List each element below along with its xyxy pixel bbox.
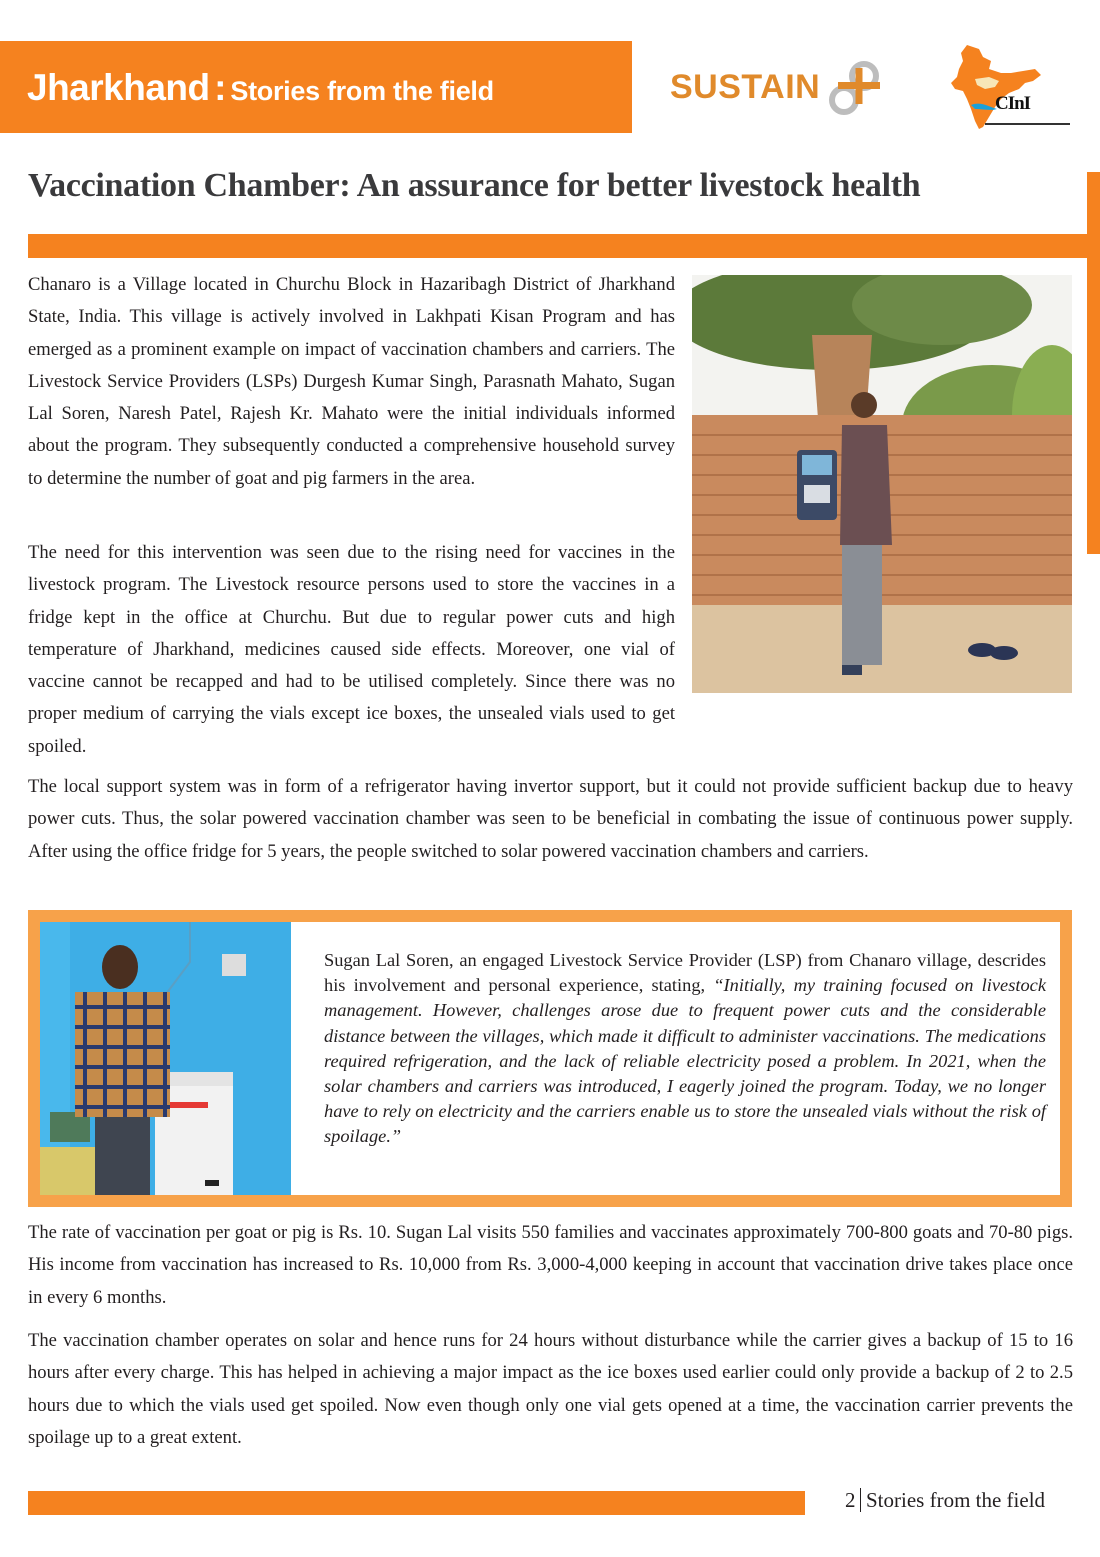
page-title: Vaccination Chamber: An assurance for better livestock health xyxy=(28,167,921,204)
testimonial-box xyxy=(28,910,1072,1207)
photo-sugan-lal-soren xyxy=(40,922,291,1195)
body-paragraph: Chanaro is a Village located in Churchu Block in Hazaribagh District of Jharkhand State, India. This village is actively involved in Lakhpati Kisan Program and has emerged as a prominent example on impact of vaccination chambers and carriers. The Livestock Service Providers (LSPs) Durgesh Kumar Singh, Parasnath Mahato, Sugan Lal Soren, Naresh Patel, Rajesh Kr. Mahato were the initial individuals informed about the program. They subsequently conducted a comprehensive household survey to determine the number of goat and pig farmers in the area. xyxy=(28,274,675,489)
field-photo-illustration xyxy=(692,275,1072,693)
footer-accent-bar xyxy=(28,1491,805,1515)
footer-divider xyxy=(860,1488,862,1512)
body-paragraph: The vaccination chamber operates on solar and hence runs for 24 hours without disturbance while the carrier gives a backup of 15 to 16 hours after every charge. This has helped in achieving a major impact as the ice boxes used earlier could only provide a backup of 2 to 2.5 hours due to which the vials used get spoiled. Now even though only one vial gets opened at a time, the vaccination carrier prevents the spoilage up to a great extent. xyxy=(28,1330,1073,1448)
sustain-plus-logo xyxy=(668,56,908,116)
testimonial-quote: “Initially, my training focused on livestock management. However, challenges arose due to frequent power cuts and the considerable distance between the villages, which made it difficult to administer vaccinations. The medications required refrigeration, and the lack of reliable electricity posed a problem. In 2021, when the solar chambers and carriers was introduced, I eagerly joined the program. Today, we no longer have to rely on electricity and the carriers enable us to store the unsealed vials without the risk of spoilage.” xyxy=(324,975,1046,1147)
page-number: 2 xyxy=(845,1488,856,1512)
body-paragraph: The need for this intervention was seen due to the rising need for vaccines in the livestock program. The Livestock resource persons used to store the vaccines in a fridge kept in the office at Churchu. But due to regular power cuts and high temperature of Jharkhand, medicines caused side effects. Moreover, one vial of vaccine cannot be recapped and had to be utilised completely. Since there was no proper medium of carrying the vials except ice boxes, the unsealed vials used to get spoiled. xyxy=(28,542,675,757)
header-banner xyxy=(0,41,632,133)
header-region: Jharkhand xyxy=(27,67,210,108)
header-separator: : xyxy=(214,67,226,108)
header-series: Stories from the field xyxy=(230,76,494,106)
header-title xyxy=(27,67,494,109)
cini-logo xyxy=(945,43,1075,133)
sustain-logo-text: SUSTAIN xyxy=(670,68,821,106)
title-underline-bar xyxy=(28,234,1100,258)
testimonial-intro: Sugan Lal Soren, an engaged Livestock Service Provider (LSP) from Chanaro village, descrides his involvement and personal experience, stating, xyxy=(324,950,1046,996)
body-paragraph: The rate of vaccination per goat or pig is Rs. 10. Sugan Lal visits 550 families and vaccinates approximately 700-800 goats and 70-80 pigs. His income from vaccination has increased to Rs. 10,000 from Rs. 3,000-4,000 keeping in account that vaccination drive takes place once in every 6 months. xyxy=(28,1222,1073,1308)
cini-logo-text: CInI xyxy=(995,93,1031,114)
photo-lsp-with-vaccine-carrier xyxy=(692,275,1072,693)
footer-label: Stories from the field xyxy=(866,1488,1046,1512)
footer xyxy=(845,1488,1045,1513)
body-paragraph: The local support system was in form of a refrigerator having invertor support, but it could not provide sufficient backup due to heavy power cuts. Thus, the solar powered vaccination chamber was seen to be beneficial in combating the issue of continuous power supply. After using the office fridge for 5 years, the people switched to solar powered vaccination chambers and carriers. xyxy=(28,776,1073,862)
side-accent-bar xyxy=(1087,172,1100,554)
india-map-icon xyxy=(945,43,1075,133)
portrait-photo-illustration xyxy=(40,922,291,1195)
testimonial-text xyxy=(324,948,1046,1150)
